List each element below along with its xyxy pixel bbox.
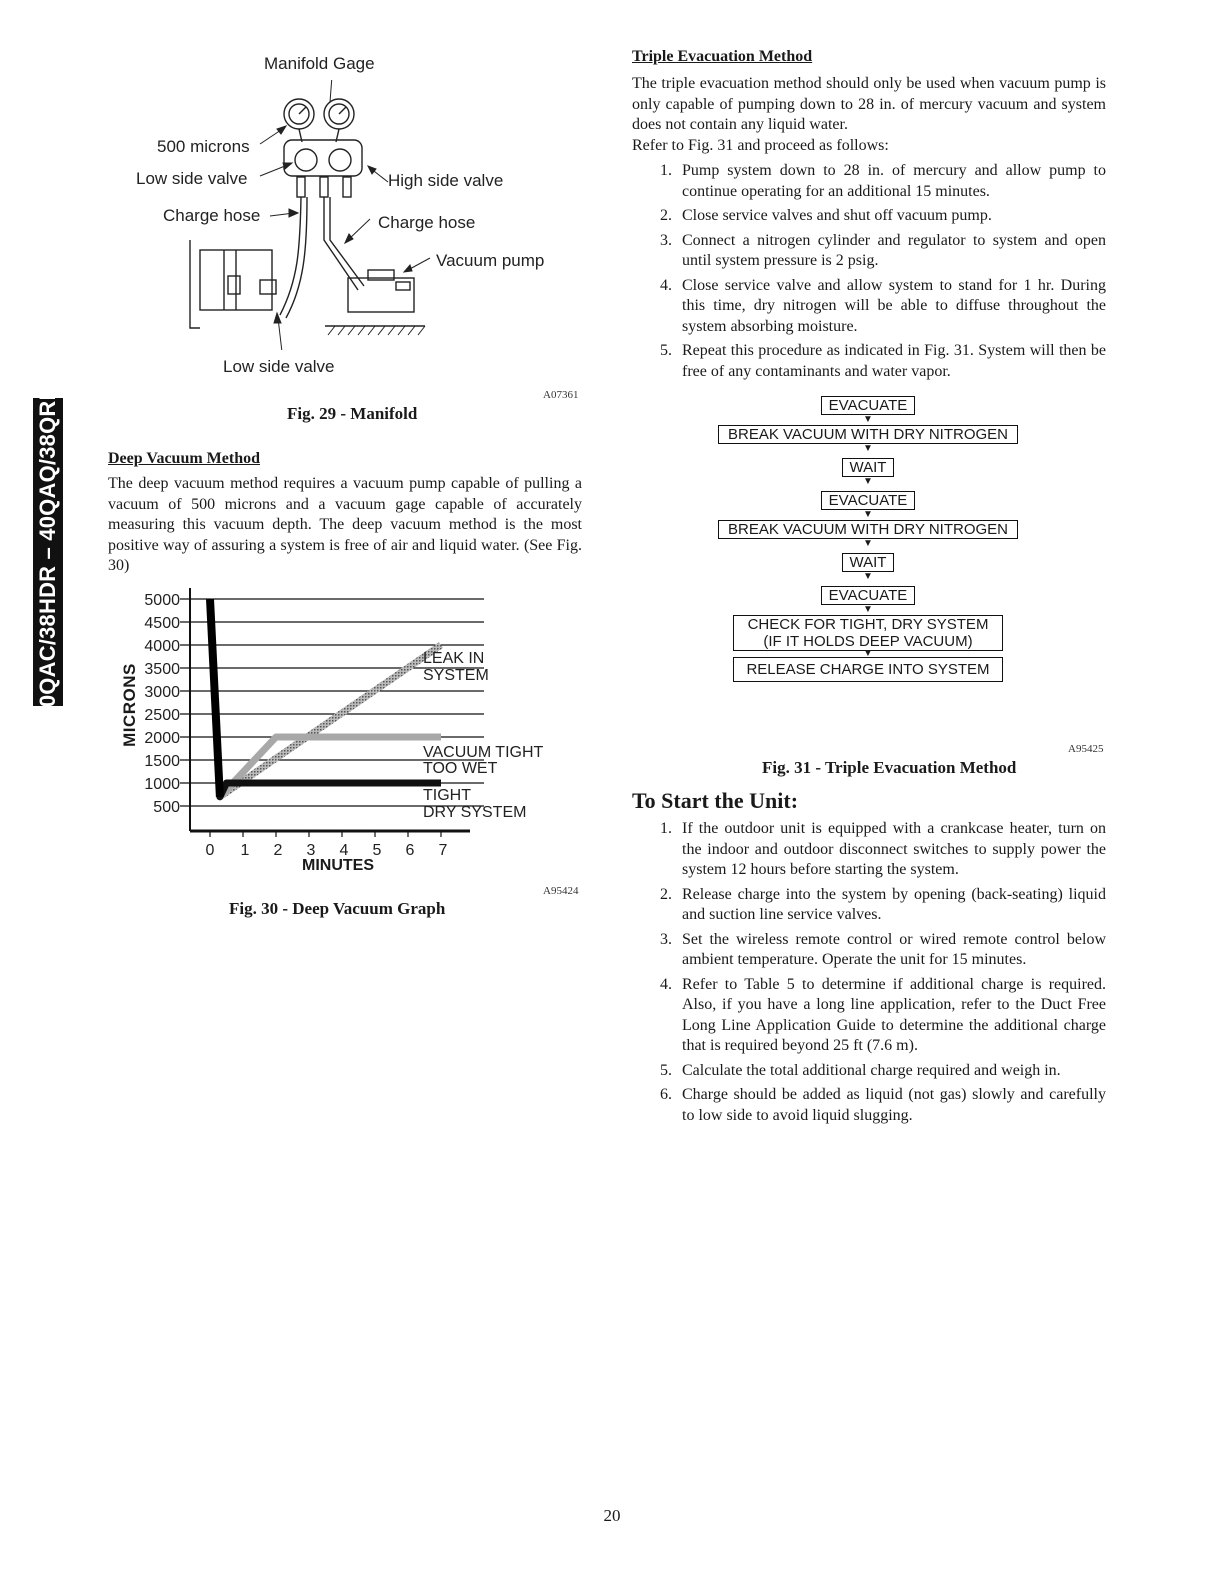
fig31-flowchart (710, 396, 1026, 682)
list-item: 1. Pump system down to 28 in. of mercury and allow pump to continue operating for an additional 15 minutes. (660, 162, 1106, 200)
y-tick-label: 4000 (144, 638, 180, 655)
fig31-id: A95425 (1068, 743, 1104, 755)
leak-label (423, 650, 489, 684)
side-tab-label: 40QAC/38HDR – 40QAQ/38QRR (35, 384, 60, 720)
list-item: 3. Connect a nitrogen cylinder and regulator to system and open until system pressure is 2 psig. (660, 231, 1106, 269)
list-item: 2. Close service valves and shut off vacuum pump. (660, 207, 992, 224)
triple-intro: The triple evacuation method should only be used when vacuum pump is only capable of pumping down to 28 in. of mercury vacuum and system does not contain any liquid water. (632, 75, 1106, 133)
x-tick-label: 0 (205, 842, 215, 859)
start-heading: To Start the Unit: (632, 788, 799, 813)
high-side-valve-label: High side valve (388, 171, 504, 190)
y-tick-label: 4500 (144, 615, 180, 632)
low-side-valve-label-bottom: Low side valve (223, 357, 335, 376)
x-tick-label: 6 (405, 842, 415, 859)
dry-label-line2: DRY SYSTEM (423, 804, 527, 821)
flow-box-wait-1: WAIT (842, 458, 894, 477)
charge-hose-label-right: Charge hose (378, 213, 476, 232)
dry-label (423, 787, 526, 821)
list-item: 3. Set the wireless remote control or wired remote control below ambient temperature. Operate the unit for 15 minutes. (660, 930, 1106, 968)
wet-label-line2: TOO WET (423, 760, 498, 777)
y-tick-label: 5000 (144, 592, 180, 609)
y-tick-label: 3500 (144, 661, 180, 678)
y-tick-label: 1500 (144, 753, 180, 770)
low-side-valve-label-top: Low side valve (136, 169, 248, 188)
manifold-gage-label: Manifold Gage (264, 54, 375, 73)
triple-refer: Refer to Fig. 31 and proceed as follows: (632, 137, 889, 154)
wet-label-line1: VACUUM TIGHT (423, 744, 544, 761)
x-axis-label: MINUTES (302, 857, 374, 874)
x-tick-label: 5 (372, 842, 382, 859)
leak-label-line1: LEAK IN (423, 650, 485, 667)
fig30-id: A95424 (543, 885, 579, 897)
pumpdown-line (210, 599, 220, 797)
y-tick-label: 1000 (144, 776, 180, 793)
flow-arrow-icon: ▼ (863, 604, 873, 615)
wet-series-line (210, 599, 441, 797)
y-tick-label: 2500 (144, 707, 180, 724)
flow-box-check (733, 615, 1003, 651)
wet-label (423, 745, 543, 777)
triple-heading: Triple Evacuation Method (632, 48, 813, 65)
list-item: 5. Repeat this procedure as indicated in Fig. 31. System will then be free of any contaminants and water vapor. (660, 342, 1106, 380)
page-number: 20 (603, 1506, 621, 1525)
vacuum-pump-label: Vacuum pump (436, 251, 545, 270)
list-item: 4. Refer to Table 5 to determine if additional charge is required. Also, if you have a long line application, refer to the Duct Free Long Line Application Guide to determine the additional charge that is required beyond 25 ft (7.6 m). (660, 975, 1106, 1054)
y-tick-label: 500 (153, 799, 180, 816)
y-axis-label-wrap (120, 660, 140, 750)
fig31-caption: Fig. 31 - Triple Evacuation Method (762, 758, 1017, 777)
dry-label-line1: TIGHT (423, 787, 471, 804)
y-axis-label: MICRONS (120, 663, 139, 747)
list-item: 5. Calculate the total additional charge required and weigh in. (660, 1061, 1061, 1079)
x-tick-label: 3 (306, 842, 316, 859)
triple-steps (632, 161, 1106, 386)
flow-arrow-icon: ▼ (863, 443, 873, 454)
flow-box-evacuate-3: EVACUATE (821, 586, 915, 605)
deep-vacuum-text: The deep vacuum method requires a vacuum pump capable of pulling a vacuum of 500 microns and a vacuum gage capable of accurately measuring this vacuum depth. The deep vacuum method is the most positive way of assuring a system is free of air and liquid water. (See Fig. 30) (108, 475, 582, 574)
list-item: 4. Close service valve and allow system to stand for 1 hr. During this time, dry nitrogen will be able to diffuse throughout the system absorbing moisture. (660, 276, 1106, 335)
x-tick-label: 2 (273, 842, 283, 859)
side-tab (33, 384, 63, 720)
flow-arrow-icon: ▼ (863, 414, 873, 425)
charge-hose-label-left: Charge hose (163, 206, 261, 225)
deep-vacuum-chart (110, 588, 570, 888)
microns-label: 500 microns (157, 137, 250, 156)
flow-arrow-icon: ▼ (863, 509, 873, 520)
flow-box-check-line2: (IF IT HOLDS DEEP VACUUM) (763, 633, 973, 650)
x-tick-label: 4 (339, 842, 349, 859)
flow-arrow-icon: ▼ (863, 476, 873, 487)
list-item: 6. Charge should be added as liquid (not gas) slowly and carefully to low side to avoid liquid slugging. (660, 1086, 1106, 1124)
deep-vacuum-heading: Deep Vacuum Method (108, 450, 261, 467)
flow-box-wait-2: WAIT (842, 553, 894, 572)
flow-arrow-icon: ▼ (863, 571, 873, 582)
flow-box-evacuate-2: EVACUATE (821, 491, 915, 510)
flow-box-break-2: BREAK VACUUM WITH DRY NITROGEN (718, 520, 1018, 539)
flow-box-evacuate-1: EVACUATE (821, 396, 915, 415)
y-tick-label: 2000 (144, 730, 180, 747)
x-tick-label: 1 (240, 842, 250, 859)
list-item: 1. If the outdoor unit is equipped with a crankcase heater, turn on the indoor and outdoor disconnect switches to supply power the system 12 hours before starting the system. (660, 820, 1106, 878)
fig29-id: A07361 (543, 389, 579, 401)
flow-box-break-1: BREAK VACUUM WITH DRY NITROGEN (718, 425, 1018, 444)
fig30-caption: Fig. 30 - Deep Vacuum Graph (229, 899, 446, 918)
y-tick-label: 3000 (144, 684, 180, 701)
flow-arrow-icon: ▼ (863, 538, 873, 549)
fig29-caption: Fig. 29 - Manifold (287, 404, 418, 423)
leak-label-line2: SYSTEM (423, 667, 489, 684)
flow-box-release: RELEASE CHARGE INTO SYSTEM (733, 657, 1003, 682)
flow-arrow-icon: ▼ (863, 648, 873, 659)
flow-box-check-line1: CHECK FOR TIGHT, DRY SYSTEM (747, 616, 989, 633)
list-item: 2. Release charge into the system by opening (back-seating) liquid and suction line service valves. (660, 885, 1106, 923)
start-steps (632, 819, 1106, 1130)
x-tick-label: 7 (438, 842, 448, 859)
